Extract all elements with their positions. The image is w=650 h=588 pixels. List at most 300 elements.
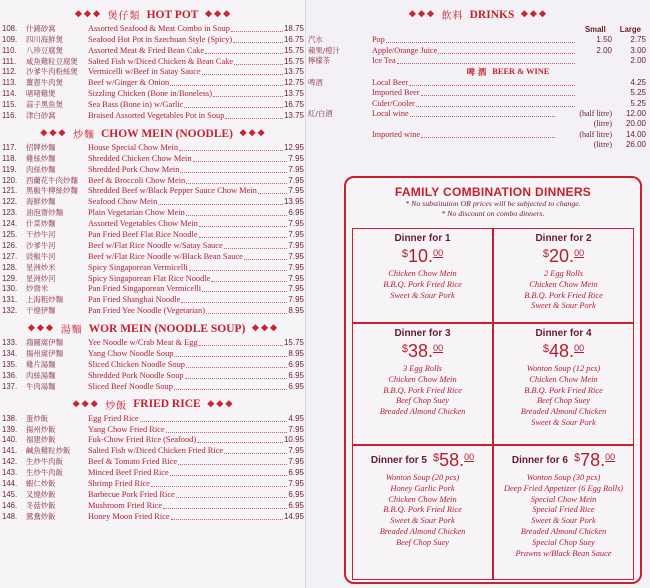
drink-name: Apple/Orange Juice — [372, 45, 438, 55]
item-name: Beef & Tomato Fried Rice — [88, 457, 178, 467]
dinner-item: Sweet & Sour Pork — [531, 516, 596, 526]
beer-wine-heading-title: BEER & WINE — [492, 67, 550, 77]
item-name-zh: 蝦仁炒飯 — [26, 478, 56, 488]
dinner-price — [433, 450, 474, 470]
drink-price-small: 1.50 — [596, 35, 612, 45]
drink-price-large: 2.75 — [630, 35, 646, 45]
diamond-icon: ❖❖❖ — [72, 398, 100, 409]
item-name: Pan Fried Beef Flat Rice Noodle — [88, 230, 198, 240]
item-price: 12.75 — [283, 78, 304, 88]
dinner-item: Breaded Almond Chicken — [520, 526, 607, 536]
dotted-leader — [397, 63, 575, 64]
item-name-zh: 鴛鴦炒飯 — [26, 511, 56, 521]
dinner-item: B.B.Q. Pork Fried Rice — [383, 279, 462, 289]
dinner-items — [353, 364, 492, 418]
dotted-leader — [151, 486, 288, 487]
dotted-leader — [410, 116, 555, 117]
drinks-heading-title: DRINKS — [469, 8, 515, 21]
drink-name-zh: 檸檬茶 — [308, 55, 331, 65]
dinner-label: Dinner for 2 — [535, 233, 592, 244]
menu-item — [0, 110, 306, 121]
dotted-leader — [244, 259, 288, 260]
drink-name: Local wine — [372, 109, 409, 119]
diamond-icon: ❖❖❖ — [39, 128, 67, 139]
dotted-leader — [186, 183, 287, 184]
item-name-zh: 西蘭花牛肉炒麵 — [26, 175, 78, 185]
item-number: 113. — [2, 78, 17, 88]
item-number: 112. — [2, 67, 17, 77]
dinner-price-cents: 00 — [433, 248, 444, 258]
item-name-zh: 揚州窩伊麵 — [26, 349, 63, 359]
dotted-leader — [409, 85, 575, 86]
dotted-leader — [186, 215, 288, 216]
dinner-price-currency: $ — [401, 248, 409, 260]
dinner-item: Sweet & Sour Pork — [531, 417, 596, 427]
item-number: 117. — [2, 142, 17, 152]
dotted-leader — [158, 204, 283, 205]
drink-name-zh: 汽水 — [308, 35, 323, 45]
wor-mein-heading-title: WOR MEIN (NOODLE SOUP) — [88, 322, 246, 335]
menu-item — [0, 175, 306, 186]
dinner-card — [493, 323, 634, 445]
item-price: 15.75 — [283, 338, 304, 348]
dinner-price-wrap — [353, 339, 492, 361]
menu-item — [0, 56, 306, 67]
item-name-zh: 雞片湯麵 — [26, 359, 56, 369]
item-name-zh: 八珍豆腐煲 — [26, 45, 63, 55]
left-sections — [0, 6, 306, 522]
drink-row — [306, 129, 650, 139]
item-number: 144. — [2, 478, 18, 488]
menu-item — [0, 218, 306, 229]
item-name-zh: 鴻圖窩伊麵 — [26, 338, 63, 348]
drinks-size-header — [306, 25, 650, 35]
drink-name: Imported wine — [372, 129, 420, 139]
menu-item — [0, 240, 306, 251]
item-price: 7.95 — [288, 164, 304, 174]
drink-price-small: (half litre) — [579, 129, 612, 139]
item-name-zh: 叉燒炒飯 — [26, 489, 56, 499]
dinner-item: B.B.Q. Pork Fried Rice — [383, 385, 462, 395]
item-number: 140. — [2, 435, 18, 445]
item-name-zh: 雞絲炒麵 — [26, 153, 56, 163]
dinner-item: Wonton Soup (30 pcs) — [526, 473, 601, 482]
dotted-leader — [171, 519, 283, 520]
drink-price-large: 12.00 — [625, 109, 646, 119]
item-price: 7.95 — [288, 457, 304, 467]
item-name-zh: 福建炒飯 — [26, 435, 56, 445]
item-price: 7.95 — [288, 240, 304, 250]
drink-price-large: 14.00 — [625, 129, 646, 139]
dotted-leader — [140, 421, 288, 422]
item-name: Spicy Singaporean Vermicelli — [88, 262, 188, 272]
dotted-leader — [166, 432, 288, 433]
dinner-price-wrap — [353, 244, 492, 266]
chow-mein-heading — [0, 125, 306, 142]
dotted-leader — [231, 31, 283, 32]
dinner-item: Chicken Chow Mein — [529, 279, 598, 289]
large-label: Large — [619, 25, 641, 34]
dinner-price-cents: 00 — [433, 343, 444, 353]
item-name-zh: 津白砂窩 — [26, 111, 56, 121]
item-name: Braised Assorted Vegetables Pot in Soup — [88, 111, 225, 121]
drinks-heading — [306, 6, 650, 23]
dinner-item: B.B.Q. Pork Fried Rice — [524, 290, 603, 300]
dinner-item: Wonton Soup (20 pcs) — [385, 473, 460, 482]
item-name-zh: 油泡齋炒麵 — [26, 208, 63, 218]
item-number: 143. — [2, 468, 18, 478]
right-column — [306, 0, 650, 588]
menu-item — [0, 456, 306, 467]
drink-price-large: 26.00 — [625, 139, 646, 149]
item-number: 108. — [2, 23, 18, 33]
item-name-zh: 沙爹牛河 — [26, 240, 56, 250]
item-price: 6.95 — [288, 489, 304, 499]
menu-item — [0, 348, 306, 359]
dinner-card — [493, 228, 634, 323]
chow-mein-heading-zh: 炒麵 — [72, 130, 95, 142]
dinner-label: Dinner for 5 — [370, 454, 427, 466]
dinner-items — [494, 473, 633, 559]
item-name-zh: 蛋炒飯 — [26, 413, 49, 423]
item-number: 146. — [2, 500, 18, 510]
item-price: 4.95 — [288, 413, 304, 423]
item-number: 142. — [2, 457, 18, 467]
item-name: Assorted Meat & Fried Bean Cake — [88, 45, 205, 55]
diamond-icon: ❖❖❖ — [520, 9, 548, 19]
dinner-item: Deep Fried Appetizer (6 Egg Rolls) — [503, 483, 624, 493]
dinner-price-currency: $ — [401, 343, 409, 355]
menu-item — [0, 88, 306, 99]
item-name: Beef w/Ginger & Onion — [88, 78, 170, 88]
dotted-leader — [186, 367, 287, 368]
item-price: 14.95 — [283, 511, 304, 521]
dotted-leader — [199, 237, 288, 238]
item-number: 141. — [2, 446, 18, 456]
dinner-item: B.B.Q. Pork Fried Rice — [383, 505, 462, 515]
item-number: 148. — [2, 511, 18, 521]
menu-item — [0, 424, 306, 435]
item-number: 118. — [2, 153, 17, 163]
dinner-price-main: 58. — [439, 450, 465, 470]
menu-item — [0, 23, 306, 34]
dotted-leader — [174, 389, 288, 390]
item-name: Salted Fish w/Diced Chicken & Bean Cake — [88, 56, 234, 66]
item-name: House Special Chow Mein — [88, 142, 179, 152]
dinner-price-cents: 00 — [574, 248, 585, 258]
item-number: 129. — [2, 273, 18, 283]
drink-row — [306, 140, 650, 150]
item-name-zh: 什錦砂窩 — [26, 23, 56, 33]
item-name: Seafood Chow Mein — [88, 197, 158, 207]
item-name-zh: 炒齋米 — [26, 284, 49, 294]
drink-row — [306, 45, 650, 55]
dinner-card — [352, 445, 493, 580]
item-name-zh: 咸魚雞粒豆腐煲 — [26, 56, 78, 66]
drink-price-small: (litre) — [593, 139, 612, 149]
item-number: 130. — [2, 284, 18, 294]
item-price: 6.95 — [288, 500, 304, 510]
dinner-card — [493, 445, 634, 580]
dinner-item: Special Fried Rice — [532, 505, 595, 515]
menu-item — [0, 153, 306, 164]
item-number: 135. — [2, 359, 18, 369]
drink-price-small: (litre) — [593, 119, 612, 129]
dinner-price-main: 38. — [408, 341, 434, 361]
dinner-price — [574, 450, 615, 470]
menu-item — [0, 381, 306, 392]
beer-wine-heading-zh: 啤 酒 — [466, 66, 487, 77]
item-price: 7.95 — [288, 295, 304, 305]
drink-name: Ice Tea — [372, 55, 396, 65]
item-name: Yee Noodle w/Crab Meat & Egg — [88, 338, 198, 348]
drink-name: Local Beer — [372, 78, 409, 88]
dinner-price-currency: $ — [542, 248, 550, 260]
dinner-items — [353, 269, 492, 301]
menu-item — [0, 445, 306, 456]
item-number: 136. — [2, 370, 18, 380]
menu-item — [0, 359, 306, 370]
dotted-leader — [438, 53, 575, 54]
item-price: 7.95 — [288, 230, 304, 240]
dinner-price-currency: $ — [573, 452, 581, 464]
item-name-zh: 什菜炒麵 — [26, 219, 56, 229]
item-number: 126. — [2, 240, 18, 250]
item-name: Sea Bass (Bone in) w/Garlic — [88, 100, 184, 110]
item-name-zh: 沙爹牛肉粉絲煲 — [26, 67, 78, 77]
item-name-zh: 干炒牛河 — [26, 230, 56, 240]
item-name: Mushroom Fried Rice — [88, 500, 162, 510]
item-name: Seafood Hot Pot in Szechuan Style (Spicy) — [88, 34, 233, 44]
dotted-leader — [163, 508, 287, 509]
menu-item — [0, 294, 306, 305]
dinner-card — [352, 228, 493, 323]
drinks-heading-zh: 飲料 — [441, 11, 464, 22]
item-name-zh: 啫啫雞煲 — [26, 89, 56, 99]
dinner-price-cents: 00 — [574, 343, 585, 353]
item-price: 7.95 — [288, 424, 304, 434]
item-name: Plain Vegetarian Chow Mein — [88, 208, 185, 218]
dinner-price-main: 48. — [549, 341, 575, 361]
dotted-leader — [225, 118, 283, 119]
menu-item — [0, 478, 306, 489]
item-number: 132. — [2, 306, 18, 316]
dinner-grid — [352, 228, 634, 580]
item-price: 13.75 — [283, 111, 304, 121]
hot-pot-heading — [0, 6, 306, 23]
item-number: 138. — [2, 413, 18, 423]
item-number: 111. — [2, 56, 17, 66]
item-number: 110. — [2, 45, 17, 55]
dinner-item: Breaded Almond Chicken — [520, 407, 607, 417]
dotted-leader — [213, 96, 283, 97]
item-name-zh: 牛肉湯麵 — [26, 381, 56, 391]
item-name-zh: 肉絲炒麵 — [26, 164, 56, 174]
item-name: Vermicelli w/Beef in Satay Sauce — [88, 67, 201, 77]
item-name: Honey Moon Fried Rice — [88, 511, 170, 521]
dinner-price — [402, 246, 443, 266]
diamond-icon: ❖❖❖ — [204, 9, 232, 19]
dinner-item: Sweet & Sour Pork — [531, 301, 596, 311]
dotted-leader — [233, 42, 283, 43]
dotted-leader — [179, 150, 283, 151]
item-name: Shredded Beef w/Black Pepper Sauce Chow Mein — [88, 186, 257, 196]
item-price: 7.95 — [288, 273, 304, 283]
item-number: 123. — [2, 208, 18, 218]
dinner-price-main: 20. — [549, 246, 575, 266]
family-note-discount: * No discount on combo dinners. — [441, 209, 545, 218]
dinner-item: 2 Egg Rolls — [543, 269, 584, 278]
dotted-leader — [211, 281, 287, 282]
family-combination-box — [344, 176, 642, 584]
menu-item — [0, 34, 306, 45]
dotted-leader — [181, 302, 287, 303]
dinner-price-wrap — [494, 244, 633, 266]
item-name-zh: 生炒牛肉飯 — [26, 468, 63, 478]
item-name: Sizzling Chicken (Bone in/Boneless) — [88, 89, 212, 99]
menu-item — [0, 273, 306, 284]
dotted-leader — [184, 107, 283, 108]
item-price: 6.95 — [288, 208, 304, 218]
dinner-items — [353, 473, 492, 549]
dinner-item: Special Chop Suey — [532, 537, 595, 547]
dinner-item: Honey Garlic Pork — [390, 483, 455, 493]
dinner-item: Chicken Chow Mein — [529, 374, 598, 384]
menu-item — [0, 467, 306, 478]
item-price: 13.95 — [283, 197, 304, 207]
drink-price-large: 3.00 — [630, 45, 646, 55]
item-price: 15.75 — [283, 45, 304, 55]
item-price: 6.95 — [288, 468, 304, 478]
item-name-zh: 薑蔥牛肉煲 — [26, 78, 63, 88]
beer-wine-heading — [306, 66, 650, 78]
dotted-leader — [185, 378, 288, 379]
diamond-icon: ❖❖❖ — [27, 323, 55, 334]
item-number: 116. — [2, 111, 17, 121]
dinner-item: Wonton Soup (12 pcs) — [526, 364, 601, 373]
dotted-leader — [258, 193, 288, 194]
item-name-zh: 上海粗炒麵 — [26, 295, 63, 305]
menu-item — [0, 511, 306, 522]
dotted-leader — [206, 313, 287, 314]
item-price: 7.95 — [288, 262, 304, 272]
menu-item — [0, 251, 306, 262]
menu-item — [0, 207, 306, 218]
item-name: Sliced Beef Noodle Soup — [88, 381, 173, 391]
dinner-price-cents: 00 — [605, 452, 616, 462]
item-price: 7.95 — [288, 175, 304, 185]
dinner-price — [543, 246, 584, 266]
item-number: 119. — [2, 164, 17, 174]
item-price: 7.95 — [288, 446, 304, 456]
small-label: Small — [584, 25, 606, 34]
item-name: Pan Fried Yee Noodle (Vegetarian) — [88, 306, 205, 316]
dinner-label: Dinner for 3 — [394, 328, 451, 339]
dotted-leader — [170, 85, 283, 86]
dotted-leader — [416, 106, 575, 107]
item-name-zh: 星洲炒河 — [26, 273, 56, 283]
drink-name: Pop — [372, 35, 385, 45]
item-name: Beef w/Flat Rice Noodle w/Black Bean Sauce — [88, 251, 243, 261]
item-name: Egg Fried Rice — [88, 413, 139, 423]
menu-item — [0, 229, 306, 240]
drink-price-large: 5.25 — [630, 98, 646, 108]
dotted-leader — [386, 42, 575, 43]
item-number: 139. — [2, 424, 18, 434]
drink-price-large: 20.00 — [625, 119, 646, 129]
dotted-leader — [421, 95, 575, 96]
item-name: Sliced Chicken Noodle Soup — [88, 359, 185, 369]
dotted-leader — [199, 226, 288, 227]
item-name-zh: 豉椒牛河 — [26, 251, 56, 261]
item-number: 145. — [2, 489, 18, 499]
item-name-zh: 四川海鮮煲 — [26, 34, 63, 44]
item-number: 131. — [2, 295, 18, 305]
item-price: 10.95 — [283, 435, 304, 445]
item-number: 122. — [2, 197, 18, 207]
dotted-leader — [197, 442, 283, 443]
dinner-items — [494, 364, 633, 429]
dinner-item: Sweet & Sour Pork — [390, 516, 455, 526]
dinner-item: Chicken Chow Mein — [388, 494, 457, 504]
item-name: Beef & Broccoli Chow Mein — [88, 175, 186, 185]
item-name: Beef w/Flat Rice Noodle w/Satay Sauce — [88, 240, 223, 250]
item-number: 137. — [2, 381, 18, 391]
fried-rice-heading — [0, 396, 306, 413]
left-column — [0, 0, 306, 588]
item-name-zh: 黑椒牛柳絲炒麵 — [26, 186, 78, 196]
wor-mein-heading-zh: 湯麵 — [60, 325, 83, 337]
menu-item — [0, 489, 306, 500]
item-price: 13.75 — [283, 67, 304, 77]
item-number: 120. — [2, 175, 18, 185]
item-name: Pan Fried Singaporean Vermicelli — [88, 284, 202, 294]
dinner-items — [494, 269, 633, 312]
menu-item — [0, 284, 306, 295]
item-name-zh: 海鮮炒麵 — [26, 197, 56, 207]
drink-name-zh: 蘋果/橙汁 — [308, 45, 341, 55]
drink-row — [306, 119, 650, 129]
dotted-leader — [178, 464, 287, 465]
dinner-item: Prawns w/Black Bean Sauce — [515, 548, 612, 558]
item-price: 7.95 — [288, 478, 304, 488]
item-name: Shredded Chicken Chow Mein — [88, 153, 192, 163]
dinner-item: Beef Chop Suey — [536, 396, 591, 406]
dinner-item: Beef Chop Suey — [395, 537, 450, 547]
menu-item — [0, 337, 306, 348]
dinner-price-currency: $ — [542, 343, 550, 355]
dinner-item: 3 Egg Rolls — [402, 364, 443, 373]
fried-rice-heading-zh: 炒飯 — [105, 400, 128, 412]
diamond-icon: ❖❖❖ — [74, 9, 102, 19]
drink-row — [306, 78, 650, 88]
item-name: Assorted Vegetables Chow Mein — [88, 219, 198, 229]
diamond-icon: ❖❖❖ — [251, 323, 279, 334]
dinner-item: Chicken Chow Mein — [388, 269, 457, 278]
diamond-icon: ❖❖❖ — [408, 9, 436, 19]
dinner-label: Dinner for 6 — [511, 454, 568, 466]
dotted-leader — [193, 161, 288, 162]
dotted-leader — [421, 137, 555, 138]
drink-name-zh: 紅/白酒 — [308, 109, 333, 119]
dotted-leader — [176, 497, 288, 498]
item-number: 115. — [2, 100, 17, 110]
item-price: 15.75 — [283, 56, 304, 66]
item-name: Yang Chow Fried Rice — [88, 424, 165, 434]
dinner-price-main: 10. — [408, 246, 434, 266]
item-name-zh: 肉絲湯麵 — [26, 370, 56, 380]
item-name-zh: 生炒牛肉飯 — [26, 457, 63, 467]
